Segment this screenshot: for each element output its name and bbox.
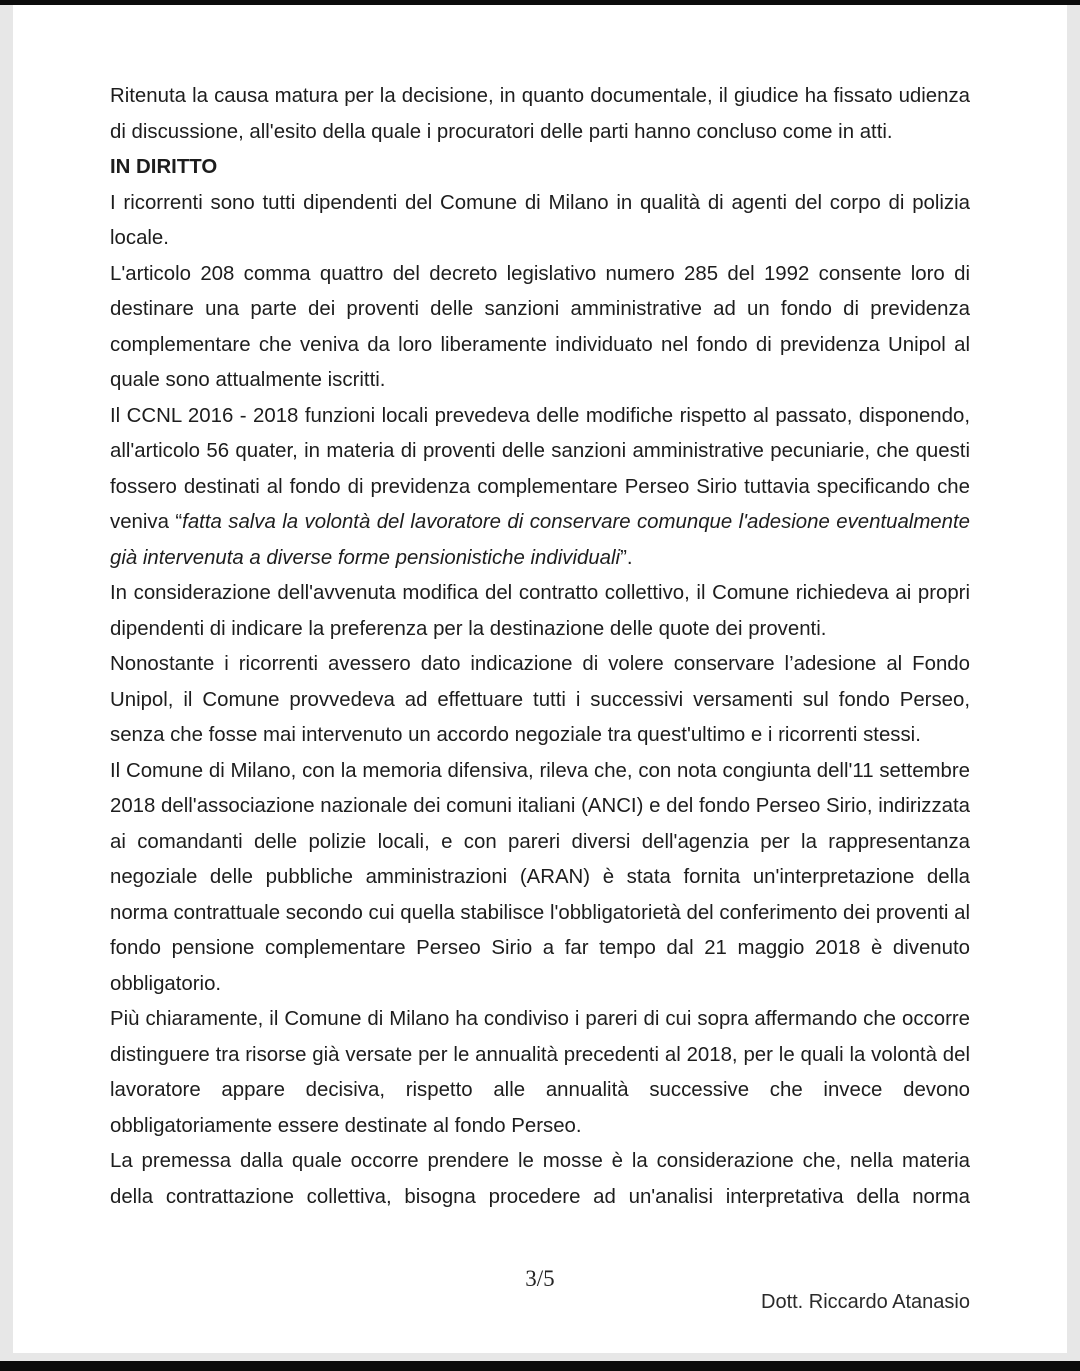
paragraph-text: I ricorrenti sono tutti dipendenti del Comune di Milano in qualità di agenti del corpo di polizia locale.: [110, 191, 970, 249]
document-page: [13, 5, 1067, 1353]
paragraph: [110, 186, 970, 257]
page-number: 3/5: [525, 1266, 555, 1291]
paragraph-text: ”.: [620, 546, 633, 569]
paragraph-text: Più chiaramente, il Comune di Milano ha condiviso i pareri di cui sopra affermando che occorre distinguere tra risorse già versate per le annualità precedenti al 2018, per le quali la volontà del lavoratore appare decisiva, rispetto alle annualità successive che invece devono obbligatoriamente essere destinate al fondo Perseo.: [110, 1008, 970, 1137]
paragraph: [110, 754, 970, 1003]
judge-signature: Dott. Riccardo Atanasio: [761, 1291, 970, 1313]
paragraph-text: La premessa dalla quale occorre prendere le mosse è la considerazione che, nella materia della contrattazione collettiva, bisogna procedere ad un'analisi interpretativa della norma: [110, 1150, 970, 1208]
paragraph: [110, 1002, 970, 1144]
paragraph: [110, 647, 970, 754]
quoted-italic-text: fatta salva la volontà del lavoratore di conservare comunque l'adesione eventualmente già intervenuta a diverse forme pensionistiche individuali: [110, 511, 970, 569]
paragraph-text: Il CCNL 2016 - 2018 funzioni locali prevedeva delle modifiche rispetto al passato, disponendo, all'articolo 56 quater, in materia di proventi delle sanzioni amministrative pecuniarie, che questi fossero destinati al fondo di previdenza complementare Perseo Sirio tuttavia specificando che veniva “: [110, 404, 970, 533]
viewer-bottom-bar: [0, 1361, 1080, 1371]
paragraph-text: Ritenuta la causa matura per la decisione, in quanto documentale, il giudice ha fissato udienza di discussione, all'esito della quale i procuratori delle parti hanno concluso come in atti.: [110, 85, 970, 143]
paragraph-text: L'articolo 208 comma quattro del decreto legislativo numero 285 del 1992 consente loro di destinare una parte dei proventi delle sanzioni amministrative ad un fondo di previdenza complementare che veniva da loro liberamente individuato nel fondo di previdenza Unipol al quale sono attualmente iscritti.: [110, 262, 970, 391]
paragraph-text: Nonostante i ricorrenti avessero dato indicazione di volere conservare l’adesione al Fondo Unipol, il Comune provvedeva ad effettuare tutti i successivi versamenti sul fondo Perseo, senza che fosse mai intervenuto un accordo negoziale tra quest'ultimo e i ricorrenti stessi.: [110, 653, 970, 746]
paragraph-text: In considerazione dell'avvenuta modifica del contratto collettivo, il Comune richiedeva ai propri dipendenti di indicare la preferenza per la destinazione delle quote dei proventi.: [110, 582, 970, 640]
section-heading: [110, 150, 970, 186]
paragraph-text: IN DIRITTO: [110, 156, 218, 178]
paragraph: [110, 257, 970, 399]
viewer-left-gutter: [0, 5, 13, 1361]
paragraph: [110, 399, 970, 577]
document-body: [110, 79, 970, 1215]
viewer-top-bar: [0, 0, 1080, 5]
viewer-right-gutter: [1067, 5, 1080, 1361]
paragraph: [110, 576, 970, 647]
paragraph: [110, 79, 970, 150]
paragraph-text: Il Comune di Milano, con la memoria difensiva, rileva che, con nota congiunta dell'11 settembre 2018 dell'associazione nazionale dei comuni italiani (ANCI) e del fondo Perseo Sirio, indirizzata ai comandanti delle polizie locali, e con pareri diversi dell'agenzia per la rappresentanza negoziale delle pubbliche amministrazioni (ARAN) è stata fornita un'interpretazione della norma contrattuale secondo cui quella stabilisce l'obbligatorietà del conferimento dei proventi al fondo pensione complementare Perseo Sirio a far tempo dal 21 maggio 2018 è divenuto obbligatorio.: [110, 759, 970, 995]
paragraph: [110, 1144, 970, 1215]
